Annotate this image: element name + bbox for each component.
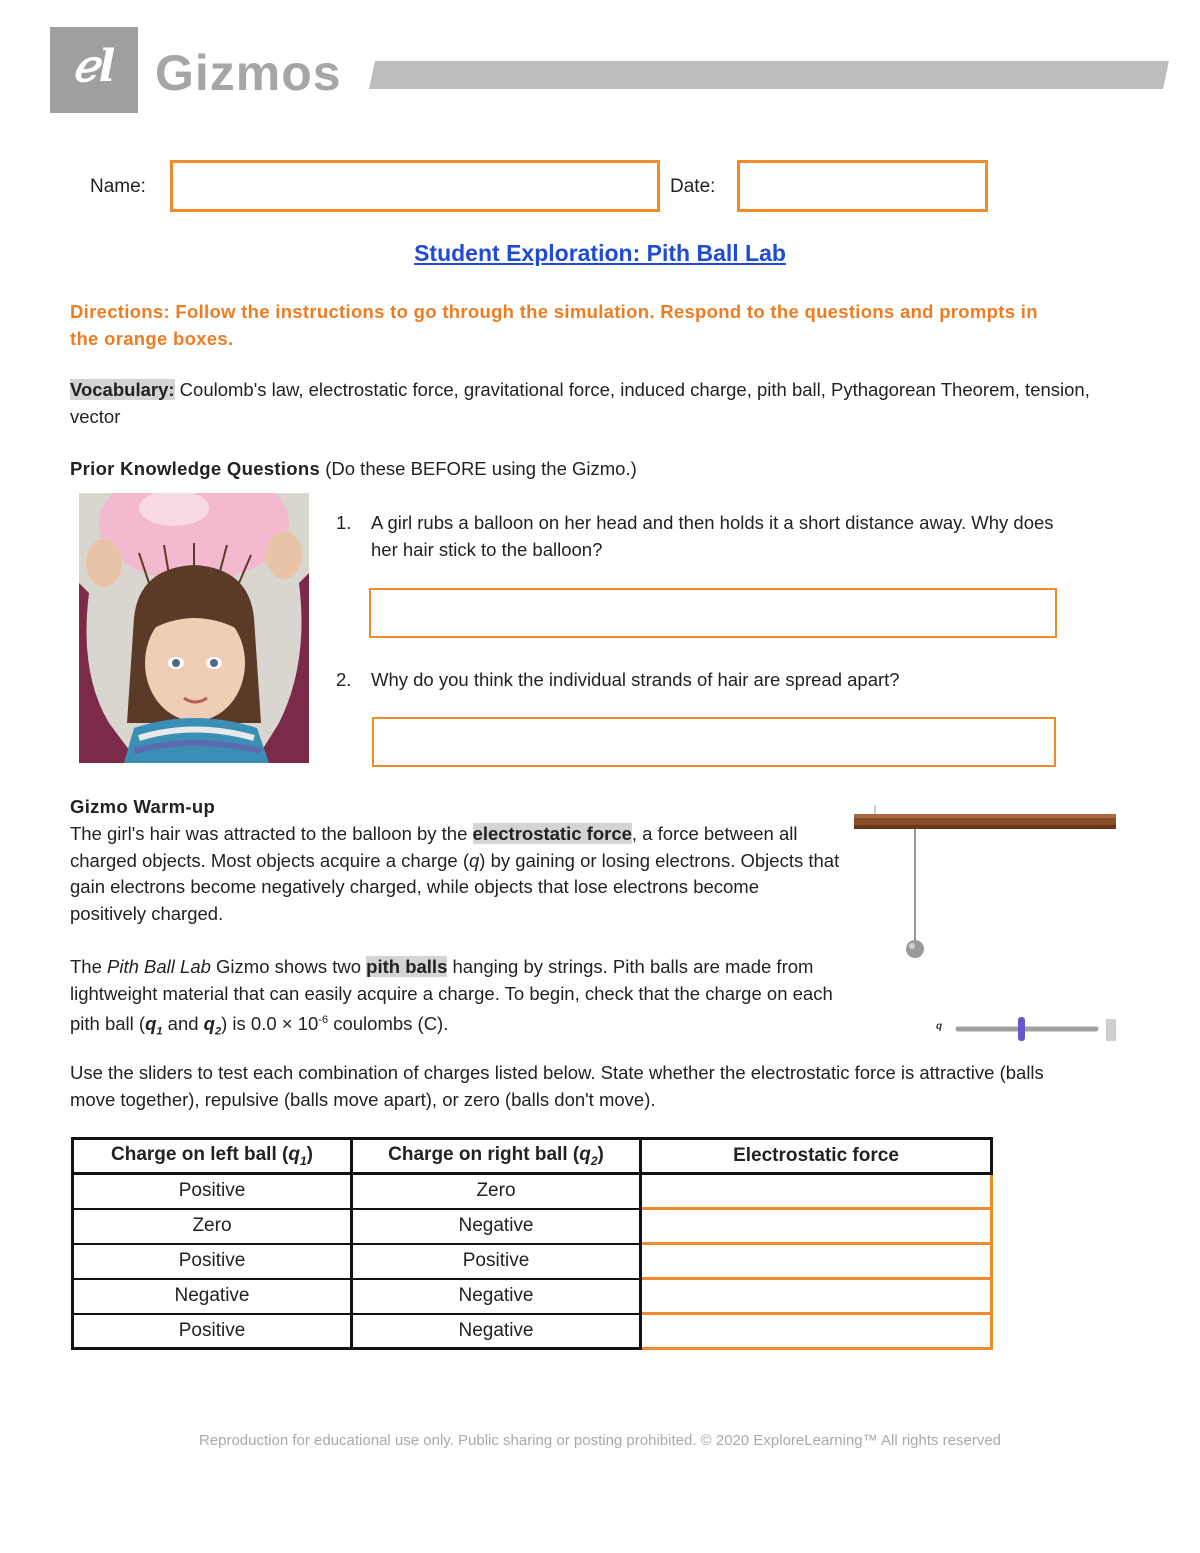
warmup-paragraph-2: The Pith Ball Lab Gizmo shows two pith balls hanging by strings. Pith balls are made from lightweight material that can easily acquire a charge. To begin, check that the charge on each pith ball ($q_1$ and $q_2$) is $0.0 \times 10^{-6}$ coulombs (C). <box>70 956 833 1038</box>
gizmos-brand: Gizmos <box>155 45 342 101</box>
force-answer-cell[interactable] <box>641 1244 992 1279</box>
left-charge-cell: Positive <box>73 1314 352 1349</box>
prior-knowledge-heading: Prior Knowledge Questions (Do these BEFORE using the Gizmo.) <box>70 458 637 479</box>
right-charge-cell: Positive <box>352 1244 641 1279</box>
left-charge-cell: Positive <box>73 1244 352 1279</box>
header-decorative-bar <box>369 61 1169 89</box>
question-2-text: Why do you think the individual strands of hair are spread apart? <box>371 669 900 690</box>
warmup-heading: Gizmo Warm-up <box>70 796 216 817</box>
force-answer-cell[interactable] <box>641 1174 992 1209</box>
left-charge-cell: Zero <box>73 1209 352 1244</box>
question-2-answer-box[interactable] <box>372 717 1056 767</box>
girl-balloon-photo <box>79 493 309 763</box>
term-electrostatic-force: electrostatic force <box>472 823 632 844</box>
force-answer-cell[interactable] <box>641 1209 992 1244</box>
force-answer-cell[interactable] <box>641 1314 992 1349</box>
slider-q-label: q <box>936 1021 943 1032</box>
left-charge-cell: Negative <box>73 1279 352 1314</box>
question-2-number: 2. <box>336 669 352 690</box>
charge-slider[interactable] <box>958 1016 1096 1040</box>
warmup-paragraph-3: Use the sliders to test each combination of charges listed below. State whether the electrostatic force is attractive (balls move together), repulsive (balls move apart), or zero (balls don't move). <box>70 1062 1044 1110</box>
question-1-text: A girl rubs a balloon on her head and then holds it a short distance away. Why does her hair stick to the balloon? <box>371 512 1054 560</box>
charge-combination-table <box>71 1137 993 1350</box>
table-row <box>73 1279 992 1314</box>
table-row <box>73 1244 992 1279</box>
left-charge-cell: Positive <box>73 1174 352 1209</box>
right-charge-cell: Negative <box>352 1314 641 1349</box>
column-header-right-charge: Charge on right ball $(q_2)$ <box>352 1139 641 1174</box>
vocabulary-label: Vocabulary: <box>70 379 175 400</box>
table-row <box>73 1209 992 1244</box>
column-header-electrostatic-force: Electrostatic force <box>641 1139 992 1174</box>
right-charge-cell: Negative <box>352 1279 641 1314</box>
table-header-row <box>73 1139 992 1174</box>
force-answer-cell[interactable] <box>641 1279 992 1314</box>
directions-text: Directions: Follow the instructions to go through the simulation. Respond to the questions and prompts in the orange boxes. <box>70 301 1038 349</box>
explorelearning-logo: ℯl <box>50 27 138 113</box>
vocabulary-paragraph <box>70 376 1100 430</box>
date-label: Date: <box>670 176 716 197</box>
copyright-footer: Reproduction for educational use only. Public sharing or posting prohibited. © 2020 ExploreLearning™ All rights reserved <box>198 1432 1002 1449</box>
warmup-paragraph-1: The girl's hair was attracted to the balloon by the electrostatic force, a force between all charged objects. Most objects acquire a charge (q) by gaining or losing electrons. Objects that gain electrons become negatively charged, while objects that lose electrons become positively charged. <box>70 823 840 924</box>
question-1-answer-box[interactable] <box>369 588 1057 638</box>
question-1-number: 1. <box>336 512 352 533</box>
column-header-left-charge: Charge on left ball $(q_1)$ <box>73 1139 352 1174</box>
right-charge-cell: Negative <box>352 1209 641 1244</box>
term-pith-balls: pith balls <box>366 956 448 977</box>
pith-ball-gizmo-illustration <box>850 800 1118 1045</box>
right-charge-cell: Zero <box>352 1174 641 1209</box>
date-field[interactable] <box>737 160 988 212</box>
table-row <box>73 1314 992 1349</box>
table-row <box>73 1174 992 1209</box>
name-label: Name: <box>90 176 146 197</box>
page-title: Student Exploration: Pith Ball Lab <box>414 240 786 266</box>
vocabulary-list: Coulomb's law, electrostatic force, gravitational force, induced charge, pith ball, Pythagorean Theorem, tension, vector <box>70 379 1090 427</box>
name-field[interactable] <box>170 160 660 212</box>
